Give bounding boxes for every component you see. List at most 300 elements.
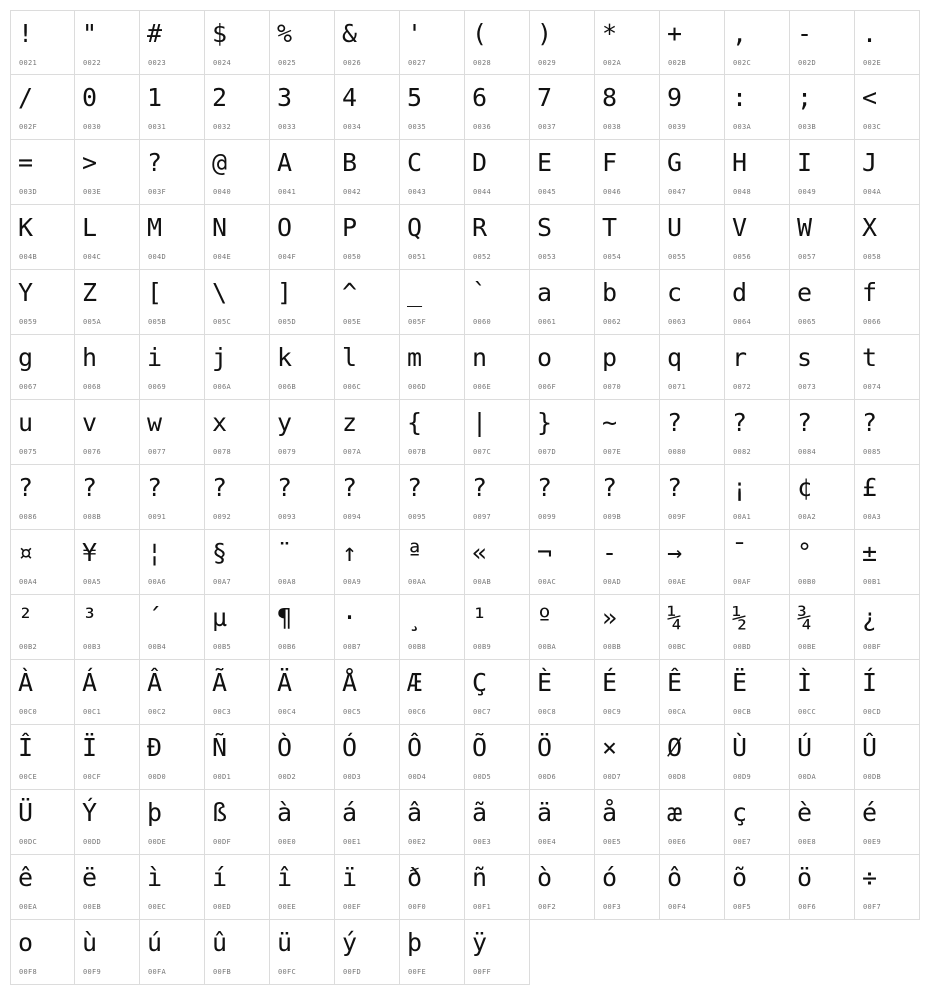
glyph-cell: [855, 335, 920, 400]
glyph-character: ½: [732, 603, 748, 632]
glyph-character: -: [602, 538, 618, 567]
glyph-codepoint: 00E1: [343, 838, 362, 846]
glyph-cell: [790, 140, 855, 205]
glyph-character: ö: [797, 863, 813, 892]
glyph-cell: [595, 205, 660, 270]
glyph-codepoint: 0072: [733, 383, 752, 391]
glyph-codepoint: 002A: [603, 59, 622, 67]
glyph-codepoint: 00FB: [213, 968, 232, 976]
glyph-character: <: [862, 83, 878, 112]
glyph-codepoint: 0086: [19, 513, 38, 521]
glyph-cell: [790, 465, 855, 530]
glyph-cell: [660, 660, 725, 725]
glyph-codepoint: 0059: [19, 318, 38, 326]
glyph-codepoint: 00B4: [148, 643, 167, 651]
glyph-cell: [205, 920, 270, 985]
glyph-character: \: [212, 278, 228, 307]
glyph-character: s: [797, 343, 813, 372]
glyph-cell: [205, 855, 270, 920]
glyph-codepoint: 00D8: [668, 773, 687, 781]
glyph-codepoint: 00E3: [473, 838, 492, 846]
glyph-cell: [595, 660, 660, 725]
glyph-cell: [10, 465, 75, 530]
glyph-codepoint: 00AB: [473, 578, 492, 586]
glyph-codepoint: 0097: [473, 513, 492, 521]
glyph-codepoint: 0033: [278, 123, 297, 131]
glyph-codepoint: 00B8: [408, 643, 427, 651]
glyph-cell: [530, 595, 595, 660]
glyph-cell: [205, 660, 270, 725]
glyph-cell: [530, 790, 595, 855]
glyph-codepoint: 0026: [343, 59, 362, 67]
glyph-character: h: [82, 343, 98, 372]
glyph-cell: [270, 530, 335, 595]
glyph-cell: [725, 790, 790, 855]
glyph-cell: [335, 920, 400, 985]
glyph-codepoint: 00D9: [733, 773, 752, 781]
glyph-codepoint: 007A: [343, 448, 362, 456]
glyph-codepoint: 00B9: [473, 643, 492, 651]
glyph-cell: [75, 465, 140, 530]
glyph-character: j: [212, 343, 228, 372]
glyph-cell: [465, 920, 530, 985]
glyph-character: ¾: [797, 603, 813, 632]
glyph-character: r: [732, 343, 748, 372]
glyph-cell: [75, 140, 140, 205]
glyph-character: ¤: [18, 538, 34, 567]
glyph-codepoint: 00C9: [603, 708, 622, 716]
glyph-cell: [465, 790, 530, 855]
glyph-character: u: [18, 408, 34, 437]
glyph-character: Z: [82, 278, 98, 307]
glyph-codepoint: 0024: [213, 59, 232, 67]
glyph-codepoint: 00C6: [408, 708, 427, 716]
glyph-codepoint: 00FC: [278, 968, 297, 976]
glyph-cell: [660, 335, 725, 400]
glyph-character: ¦: [147, 538, 163, 567]
glyph-character: ,: [732, 19, 748, 48]
glyph-codepoint: 0067: [19, 383, 38, 391]
glyph-codepoint: 0031: [148, 123, 167, 131]
glyph-cell: [205, 140, 270, 205]
glyph-character: .: [862, 19, 878, 48]
glyph-character: Ø: [667, 733, 683, 762]
glyph-character: #: [147, 19, 163, 48]
glyph-cell: [660, 205, 725, 270]
glyph-cell: [855, 725, 920, 790]
glyph-codepoint: 0058: [863, 253, 882, 261]
glyph-codepoint: 0093: [278, 513, 297, 521]
glyph-codepoint: 004B: [19, 253, 38, 261]
glyph-character: [: [147, 278, 163, 307]
glyph-codepoint: 003C: [863, 123, 882, 131]
glyph-character: S: [537, 213, 553, 242]
glyph-character: t: [862, 343, 878, 372]
glyph-codepoint: 00D0: [148, 773, 167, 781]
glyph-character: ÷: [862, 863, 878, 892]
glyph-character: n: [472, 343, 488, 372]
glyph-cell: [270, 205, 335, 270]
glyph-cell: [205, 530, 270, 595]
glyph-cell: [140, 530, 205, 595]
glyph-cell: [335, 790, 400, 855]
glyph-character: w: [147, 408, 163, 437]
glyph-character: ¨: [277, 538, 293, 567]
glyph-cell: [335, 660, 400, 725]
glyph-character: y: [277, 408, 293, 437]
glyph-character: ?: [667, 408, 683, 437]
glyph-cell: [790, 205, 855, 270]
glyph-character: º: [537, 603, 553, 632]
glyph-character: õ: [732, 863, 748, 892]
glyph-character: Ì: [797, 668, 813, 697]
glyph-codepoint: 007B: [408, 448, 427, 456]
glyph-character: _: [407, 278, 423, 307]
glyph-cell: [335, 855, 400, 920]
glyph-cell: [400, 75, 465, 140]
glyph-character: Í: [862, 668, 878, 697]
glyph-codepoint: 0071: [668, 383, 687, 391]
glyph-character: a: [537, 278, 553, 307]
glyph-codepoint: 00BE: [798, 643, 817, 651]
glyph-codepoint: 0073: [798, 383, 817, 391]
glyph-codepoint: 00A8: [278, 578, 297, 586]
glyph-character: O: [277, 213, 293, 242]
glyph-cell: [855, 10, 920, 75]
glyph-codepoint: 00CF: [83, 773, 102, 781]
glyph-cell: [595, 855, 660, 920]
glyph-codepoint: 00DA: [798, 773, 817, 781]
glyph-codepoint: 0050: [343, 253, 362, 261]
glyph-codepoint: 0094: [343, 513, 362, 521]
glyph-cell: [270, 725, 335, 790]
glyph-character: Ð: [147, 733, 163, 762]
glyph-codepoint: 005B: [148, 318, 167, 326]
glyph-cell: [270, 660, 335, 725]
glyph-codepoint: 0037: [538, 123, 557, 131]
glyph-codepoint: 0091: [148, 513, 167, 521]
glyph-codepoint: 00AC: [538, 578, 557, 586]
glyph-cell: [725, 75, 790, 140]
glyph-character: ¹: [472, 603, 488, 632]
glyph-cell: [75, 790, 140, 855]
glyph-codepoint: 0032: [213, 123, 232, 131]
glyph-character: D: [472, 148, 488, 177]
glyph-cell: [725, 140, 790, 205]
glyph-character: þ: [407, 928, 423, 957]
glyph-codepoint: 00E2: [408, 838, 427, 846]
glyph-character: v: [82, 408, 98, 437]
glyph-codepoint: 005E: [343, 318, 362, 326]
glyph-codepoint: 00B5: [213, 643, 232, 651]
glyph-character: I: [797, 148, 813, 177]
glyph-character: {: [407, 408, 423, 437]
glyph-cell: [75, 10, 140, 75]
glyph-cell: [855, 270, 920, 335]
glyph-codepoint: 0085: [863, 448, 882, 456]
glyph-character: k: [277, 343, 293, 372]
glyph-codepoint: 0022: [83, 59, 102, 67]
glyph-codepoint: 0047: [668, 188, 687, 196]
glyph-cell: [465, 10, 530, 75]
glyph-character: E: [537, 148, 553, 177]
glyph-codepoint: 00AA: [408, 578, 427, 586]
glyph-character: µ: [212, 603, 228, 632]
glyph-character: ç: [732, 798, 748, 827]
glyph-cell: [465, 660, 530, 725]
glyph-cell: [205, 270, 270, 335]
glyph-character: Û: [862, 733, 878, 762]
glyph-character: 5: [407, 83, 423, 112]
glyph-character: É: [602, 668, 618, 697]
glyph-cell: [205, 465, 270, 530]
glyph-cell: [790, 335, 855, 400]
glyph-cell: [10, 270, 75, 335]
glyph-character: ý: [342, 928, 358, 957]
glyph-cell: [790, 790, 855, 855]
glyph-character: U: [667, 213, 683, 242]
glyph-character: ù: [82, 928, 98, 957]
glyph-codepoint: 0095: [408, 513, 427, 521]
glyph-codepoint: 0054: [603, 253, 622, 261]
glyph-codepoint: 004C: [83, 253, 102, 261]
glyph-codepoint: 00D6: [538, 773, 557, 781]
glyph-cell: [270, 465, 335, 530]
glyph-character: |: [472, 408, 488, 437]
glyph-codepoint: 00CD: [863, 708, 882, 716]
glyph-codepoint: 0044: [473, 188, 492, 196]
glyph-codepoint: 0045: [538, 188, 557, 196]
glyph-codepoint: 00BD: [733, 643, 752, 651]
glyph-codepoint: 0021: [19, 59, 38, 67]
glyph-codepoint: 009B: [603, 513, 622, 521]
glyph-codepoint: 00F3: [603, 903, 622, 911]
glyph-character: C: [407, 148, 423, 177]
glyph-cell: [205, 790, 270, 855]
glyph-character: »: [602, 603, 618, 632]
glyph-character: æ: [667, 798, 683, 827]
glyph-codepoint: 00E0: [278, 838, 297, 846]
glyph-cell: [10, 335, 75, 400]
glyph-character: ¢: [797, 473, 813, 502]
glyph-character: :: [732, 83, 748, 112]
glyph-cell: [465, 140, 530, 205]
glyph-codepoint: 0066: [863, 318, 882, 326]
glyph-codepoint: 00F9: [83, 968, 102, 976]
glyph-cell: [595, 725, 660, 790]
glyph-cell: [595, 75, 660, 140]
glyph-cell: [725, 855, 790, 920]
glyph-cell: [660, 595, 725, 660]
glyph-codepoint: 0057: [798, 253, 817, 261]
glyph-codepoint: 00F2: [538, 903, 557, 911]
glyph-cell: [140, 270, 205, 335]
glyph-cell: [400, 725, 465, 790]
glyph-character: ¸: [407, 603, 423, 632]
glyph-character: F: [602, 148, 618, 177]
glyph-codepoint: 00DB: [863, 773, 882, 781]
glyph-character: N: [212, 213, 228, 242]
glyph-codepoint: 00D7: [603, 773, 622, 781]
glyph-cell: [530, 855, 595, 920]
glyph-character: 9: [667, 83, 683, 112]
glyph-cell: [75, 920, 140, 985]
glyph-codepoint: 0076: [83, 448, 102, 456]
glyph-cell: [660, 530, 725, 595]
glyph-cell: [140, 140, 205, 205]
glyph-codepoint: 0036: [473, 123, 492, 131]
glyph-cell: [270, 855, 335, 920]
glyph-character: Ã: [212, 668, 228, 697]
glyph-cell: [335, 270, 400, 335]
glyph-cell: [530, 725, 595, 790]
glyph-codepoint: 0056: [733, 253, 752, 261]
glyph-codepoint: 00C4: [278, 708, 297, 716]
glyph-cell: [205, 335, 270, 400]
glyph-character: q: [667, 343, 683, 372]
glyph-character: J: [862, 148, 878, 177]
glyph-codepoint: 0025: [278, 59, 297, 67]
glyph-character: H: [732, 148, 748, 177]
glyph-character: }: [537, 408, 553, 437]
glyph-codepoint: 00B1: [863, 578, 882, 586]
glyph-cell: [400, 140, 465, 205]
glyph-character: §: [212, 538, 228, 567]
glyph-character: é: [862, 798, 878, 827]
glyph-cell: [855, 140, 920, 205]
glyph-codepoint: 0027: [408, 59, 427, 67]
glyph-codepoint: 0030: [83, 123, 102, 131]
glyph-cell: [595, 270, 660, 335]
glyph-cell: [855, 530, 920, 595]
glyph-cell: [725, 335, 790, 400]
glyph-cell: [660, 10, 725, 75]
glyph-character: Ý: [82, 798, 98, 827]
glyph-cell: [10, 855, 75, 920]
glyph-cell: [10, 660, 75, 725]
glyph-codepoint: 006B: [278, 383, 297, 391]
glyph-cell: [855, 790, 920, 855]
glyph-cell: [10, 205, 75, 270]
glyph-codepoint: 00D5: [473, 773, 492, 781]
glyph-cell: [530, 660, 595, 725]
glyph-cell: [855, 400, 920, 465]
glyph-codepoint: 0075: [19, 448, 38, 456]
glyph-cell: [530, 530, 595, 595]
glyph-character: ñ: [472, 863, 488, 892]
glyph-codepoint: 00F1: [473, 903, 492, 911]
glyph-cell: [140, 205, 205, 270]
glyph-character: 0: [82, 83, 98, 112]
glyph-character: L: [82, 213, 98, 242]
glyph-character: ¬: [537, 538, 553, 567]
glyph-cell: [270, 790, 335, 855]
glyph-cell: [140, 790, 205, 855]
glyph-codepoint: 00AD: [603, 578, 622, 586]
glyph-cell: [400, 335, 465, 400]
glyph-cell: [725, 595, 790, 660]
glyph-cell: [790, 660, 855, 725]
glyph-character: ô: [667, 863, 683, 892]
glyph-cell: [335, 725, 400, 790]
glyph-character: î: [277, 863, 293, 892]
glyph-character: B: [342, 148, 358, 177]
glyph-character: Ö: [537, 733, 553, 762]
glyph-codepoint: 002B: [668, 59, 687, 67]
glyph-cell: [140, 335, 205, 400]
glyph-character: Á: [82, 668, 98, 697]
glyph-cell: [530, 75, 595, 140]
glyph-character: d: [732, 278, 748, 307]
glyph-codepoint: 00ED: [213, 903, 232, 911]
glyph-character: &: [342, 19, 358, 48]
glyph-character: T: [602, 213, 618, 242]
glyph-cell: [400, 595, 465, 660]
glyph-cell: [530, 10, 595, 75]
glyph-codepoint: 00C0: [19, 708, 38, 716]
glyph-character: ;: [797, 83, 813, 112]
glyph-character: ): [537, 19, 553, 48]
glyph-character: 6: [472, 83, 488, 112]
glyph-character: È: [537, 668, 553, 697]
glyph-character: ?: [18, 473, 34, 502]
glyph-character: ±: [862, 538, 878, 567]
glyph-cell: [335, 75, 400, 140]
glyph-codepoint: 003B: [798, 123, 817, 131]
glyph-character: ?: [537, 473, 553, 502]
glyph-character: ÿ: [472, 928, 488, 957]
glyph-codepoint: 008B: [83, 513, 102, 521]
glyph-cell: [10, 790, 75, 855]
glyph-cell: [595, 400, 660, 465]
glyph-cell: [75, 335, 140, 400]
glyph-codepoint: 0092: [213, 513, 232, 521]
glyph-cell: [400, 205, 465, 270]
glyph-character: *: [602, 19, 618, 48]
glyph-character: Ó: [342, 733, 358, 762]
glyph-codepoint: 00EC: [148, 903, 167, 911]
glyph-character: Ò: [277, 733, 293, 762]
glyph-character: b: [602, 278, 618, 307]
glyph-cell: [530, 140, 595, 205]
glyph-cell: [595, 530, 660, 595]
glyph-character: e: [797, 278, 813, 307]
glyph-character: ': [407, 19, 423, 48]
glyph-character: ↑: [342, 538, 358, 567]
glyph-cell: [205, 10, 270, 75]
glyph-character: W: [797, 213, 813, 242]
glyph-codepoint: 00CA: [668, 708, 687, 716]
glyph-codepoint: 0099: [538, 513, 557, 521]
glyph-character: ª: [407, 538, 423, 567]
glyph-codepoint: 003A: [733, 123, 752, 131]
glyph-cell: [790, 595, 855, 660]
glyph-character: A: [277, 148, 293, 177]
glyph-character: @: [212, 148, 228, 177]
glyph-character: ì: [147, 863, 163, 892]
glyph-cell: [725, 205, 790, 270]
glyph-character: å: [602, 798, 618, 827]
glyph-character: ³: [82, 603, 98, 632]
glyph-codepoint: 00E6: [668, 838, 687, 846]
glyph-character: Å: [342, 668, 358, 697]
glyph-cell: [855, 660, 920, 725]
glyph-cell: [595, 790, 660, 855]
glyph-cell: [660, 465, 725, 530]
glyph-cell: [725, 660, 790, 725]
glyph-codepoint: 0080: [668, 448, 687, 456]
glyph-character: ?: [602, 473, 618, 502]
